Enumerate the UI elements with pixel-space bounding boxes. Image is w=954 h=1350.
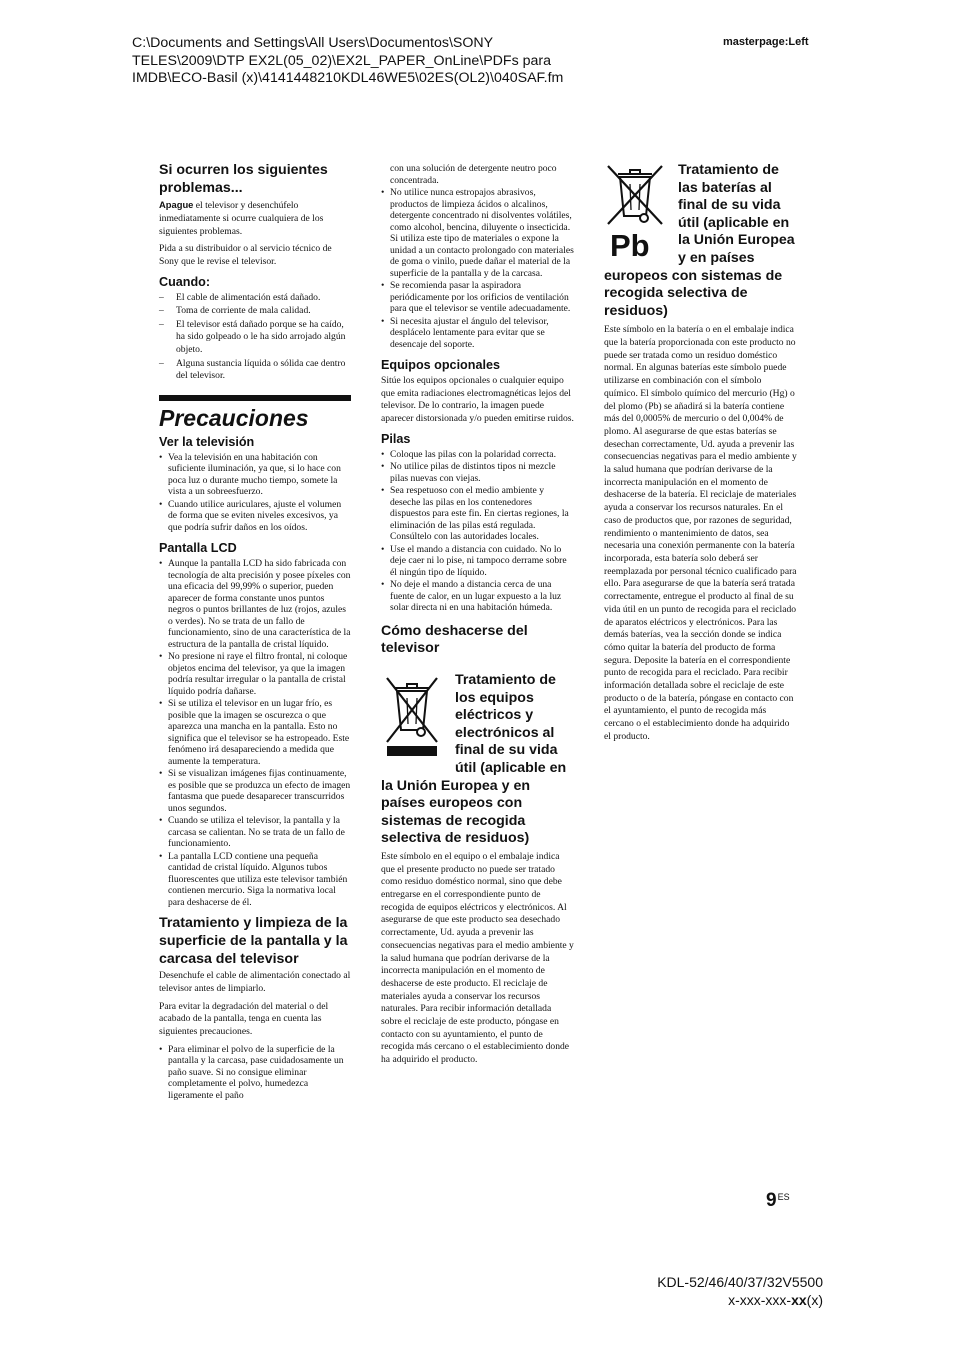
file-path-header <box>132 35 602 88</box>
optional-text: Sitúe los equipos opcionales o cualquier equipo que emita radiaciones electromagnéticas lejos del televisor. De lo contrario, la imagen puede aparecer distorsionada y/o pueden emitirse ruidos. <box>381 375 574 425</box>
batteries-heading: Pilas <box>381 431 411 446</box>
when-list <box>159 292 351 383</box>
cleaning-list-cont <box>381 163 574 350</box>
code-suffix: (x) <box>806 1292 823 1308</box>
list-item: • Si se visualizan imágenes fijas continuamente, es posible que se produzca un efecto de imagen fantasma que puede desaparecer transcurridos unos segundos. <box>159 768 351 814</box>
lcd-heading: Pantalla LCD <box>159 541 237 556</box>
cleaning-text-2: Para evitar la degradación del material o del acabado de la pantalla, tenga en cuenta las siguientes precauciones. <box>159 1000 329 1037</box>
crossed-out-wheelie-bin-pb-icon <box>604 164 666 259</box>
cleaning-heading: Tratamiento y limpieza de la superficie de la pantalla y la carcasa del televisor <box>159 915 348 967</box>
precautions-heading: Precauciones <box>159 404 309 431</box>
column-right <box>604 162 797 749</box>
list-item: • No deje el mando a distancia cerca de una fuente de calor, en un lugar expuesto a la luz solar directa ni en una habitación húmeda. <box>381 579 574 614</box>
list-item: • Vea la televisión en una habitación con suficiente iluminación, ya que, si lo hace con poca luz o durante mucho tiempo, somete la vista a un sobreesfuerzo. <box>159 452 351 498</box>
page-number <box>766 1190 790 1212</box>
crossed-out-wheelie-bin-icon <box>381 674 443 762</box>
battery-heading: Tratamiento de las baterías al final de su vida útil (aplicable en la Unión Europea y en países europeos con sistemas de recogida selectiva de residuos) <box>604 162 795 319</box>
list-item: • Si necesita ajustar el ángulo del televisor, desplácelo lentamente para evitar que se desencaje del soporte. <box>381 316 574 351</box>
column-left <box>159 162 351 1104</box>
list-item: – El cable de alimentación está dañado. <box>159 292 351 305</box>
code-prefix: x-xxx-xxx- <box>728 1292 792 1308</box>
code-bold: xx <box>791 1292 807 1308</box>
column-middle <box>381 163 574 1072</box>
path-line-2: TELES\2009\DTP EX2L(05_02)\EX2L_PAPER_OnLine\PDFs para <box>132 52 552 69</box>
list-item: • No utilice nunca estropajos abrasivos, productos de limpieza ácidos o alcalinos, detergente concentrado ni disolventes volátiles, como alcohol, bencina, diluyente o insecticida. Si utiliza este tipo de materiales o expone la unidad a un contacto prolongado con materiales de goma o vinilo, puede dañar el material de la superficie de la pantalla y de la carcasa. <box>381 187 574 279</box>
part-code <box>657 1291 823 1309</box>
weee-block <box>381 672 574 1067</box>
disposal-heading: Cómo deshacerse del televisor <box>381 622 528 657</box>
problems-heading: Si ocurren los siguientes problemas... <box>159 162 328 196</box>
optional-heading: Equipos opcionales <box>381 358 500 372</box>
problems-text-rest: el televisor y desenchúfelo inmediatamente si ocurre cualquiera de los siguientes problemas. <box>159 200 324 237</box>
list-item: • Aunque la pantalla LCD ha sido fabricada con tecnología de alta precisión y posee píxeles con una eficacia del 99,99% o superior, pueden aparecer de forma constante unos puntos negros o puntos brillantes de luz (rojos, azules o verdes). No se trata de un fallo de funcionamiento, sino de una característica de la estructura de la pantalla de cristal líquido. <box>159 558 351 650</box>
section-rule <box>159 395 351 401</box>
cleaning-text-1: Desenchufe el cable de alimentación conectado al televisor antes de limpiarlo. <box>159 970 351 994</box>
page-lang: ES <box>777 1192 790 1202</box>
path-line-1: C:\Documents and Settings\All Users\Documentos\SONY <box>132 35 494 51</box>
cleaning-list <box>159 1044 351 1102</box>
list-item: – Toma de corriente de mala calidad. <box>159 305 351 318</box>
list-item: • Cuando se utiliza el televisor, la pantalla y la carcasa se calientan. No se trata de un fallo de funcionamiento. <box>159 815 351 850</box>
watch-list <box>159 452 351 534</box>
watch-heading: Ver la televisión <box>159 434 255 449</box>
list-item: • Para eliminar el polvo de la superficie de la pantalla y la carcasa, pase cuidadosamente un paño suave. Si no consigue eliminar completamente el polvo, humedezca ligeramente el paño <box>159 1044 351 1102</box>
model-number: KDL-52/46/40/37/32V5500 <box>657 1274 823 1290</box>
footer-model <box>657 1273 823 1309</box>
problems-text-2: Pida a su distribuidor o al servicio técnico de Sony que le revise el televisor. <box>159 243 332 267</box>
list-item: • Cuando utilice auriculares, ajuste el volumen de forma que se eviten niveles excesivos, ya que podría sufrir daños en los oídos. <box>159 499 351 534</box>
batteries-list <box>381 449 574 614</box>
page-number-value: 9 <box>766 1190 777 1211</box>
when-heading: Cuando: <box>159 274 211 289</box>
pb-label: Pb <box>610 228 650 259</box>
list-item: • Se recomienda pasar la aspiradora periódicamente por los orificios de ventilación para que el televisor se ventile adecuadamente. <box>381 280 574 315</box>
problems-bold: Apague <box>159 199 194 211</box>
weee-text: Este símbolo en el equipo o el embalaje indica que el presente producto no puede ser tratado como residuo doméstico normal, sino que debe entregarse en el correspondiente punto de recogida de equipos eléctricos y electrónicos. Al asegurarse de que este producto sea desechado correctamente, Ud. ayuda a prevenir las consecuencias negativas para el medio ambiente y la salud humana que podrían derivarse de la incorrecta manipulación en el momento de deshacerse de este producto. El reciclaje de materiales ayuda a conservar los recursos naturales. Para recibir información detallada sobre el reciclaje de este producto, póngase en contacto con su ayuntamiento, el punto de recogida más cercano o el establecimiento donde ha adquirido el producto. <box>381 850 574 1066</box>
battery-text: Este símbolo en la batería o en el embalaje indica que la batería proporcionada con este producto no puede ser tratada como un residuo doméstico normal. En algunas baterías este símbolo puede utilizarse en combinación con el símbolo químico. El símbolo químico del mercurio (Hg) o del plomo (Pb) se añadirá si la batería contiene más del 0,0005% de mercurio o del 0,004% de plomo. Al asegurarse de que estas baterías se desechan correctamente, Ud. ayuda a prevenir las consecuencias negativas para el medio ambiente y la salud humana que podrían derivarse de la incorrecta manipulación en el momento de deshacerse de la batería. El reciclaje de materiales ayuda a conservar los recursos naturales. En el caso de productos que, por razones de seguridad, rendimiento o mantenimiento de datos, sea necesaria una conexión permanente con la batería incorporada, esta batería solo deberá ser reemplazada por personal técnico cualificado para ello. Para asegurarse de que la batería será tratada correctamente, entregue el producto al final de su vida útil en un punto de recogida para el reciclado de aparatos eléctricos y electrónicos. Para las demás baterías, vea la sección donde se indica cómo quitar la batería del producto de forma segura. Deposite la batería en el correspondiente punto de recogida para el reciclado. Para recibir información detallada sobre el reciclaje de este producto o de la batería, póngase en contacto con el ayuntamiento, el punto de recogida más cercano o el establecimiento donde ha adquirido el producto. <box>604 324 797 742</box>
list-item: • Coloque las pilas con la polaridad correcta. <box>381 449 574 461</box>
path-line-3: IMDB\ECO-Basil (x)\4141448210KDL46WE5\02ES(OL2)\040SAF.fm <box>132 70 564 86</box>
weee-heading: Tratamiento de los equipos eléctricos y electrónicos al final de su vida útil (aplicable en la Unión Europea y en países europeos con sistemas de recogida selectiva de residuos) <box>381 672 567 847</box>
list-item: • La pantalla LCD contiene una pequeña cantidad de cristal líquido. Algunos tubos fluorescentes que utiliza este televisor también contienen mercurio. Siga la normativa local para deshacerse de él. <box>159 851 351 909</box>
list-item: • No presione ni raye el filtro frontal, ni coloque objetos encima del televisor, ya que la imagen podría resultar irregular o la pantalla de cristal líquido podría dañarse. <box>159 651 351 697</box>
masterpage-label: masterpage:Left <box>723 36 809 48</box>
list-item: • Use el mando a distancia con cuidado. No lo deje caer ni lo pise, ni tampoco derrame sobre él ningún tipo de líquido. <box>381 544 574 579</box>
list-item: con una solución de detergente neutro poco concentrada. <box>390 163 557 186</box>
lcd-list <box>159 558 351 908</box>
problems-text <box>159 199 351 238</box>
list-item: – El televisor está dañado porque se ha caído, ha sido golpeado o le ha sido arrojado algún objeto. <box>159 319 351 357</box>
list-item: – Alguna sustancia líquida o sólida cae dentro del televisor. <box>159 358 351 383</box>
list-item: • Si se utiliza el televisor en un lugar frío, es posible que la imagen se oscurezca o que aparezca una mancha en la pantalla. Esto no significa que el televisor se ha estropeado. Este fenómeno irá desapareciendo a medida que aumente la temperatura. <box>159 698 351 767</box>
list-item: • Sea respetuoso con el medio ambiente y deseche las pilas en los contenedores dispuestos para este fin. En ciertas regiones, la eliminación de las pilas está regulada. Consúltelo con las autoridades locales. <box>381 485 574 543</box>
list-item: • No utilice pilas de distintos tipos ni mezcle pilas nuevas con viejas. <box>381 461 574 484</box>
